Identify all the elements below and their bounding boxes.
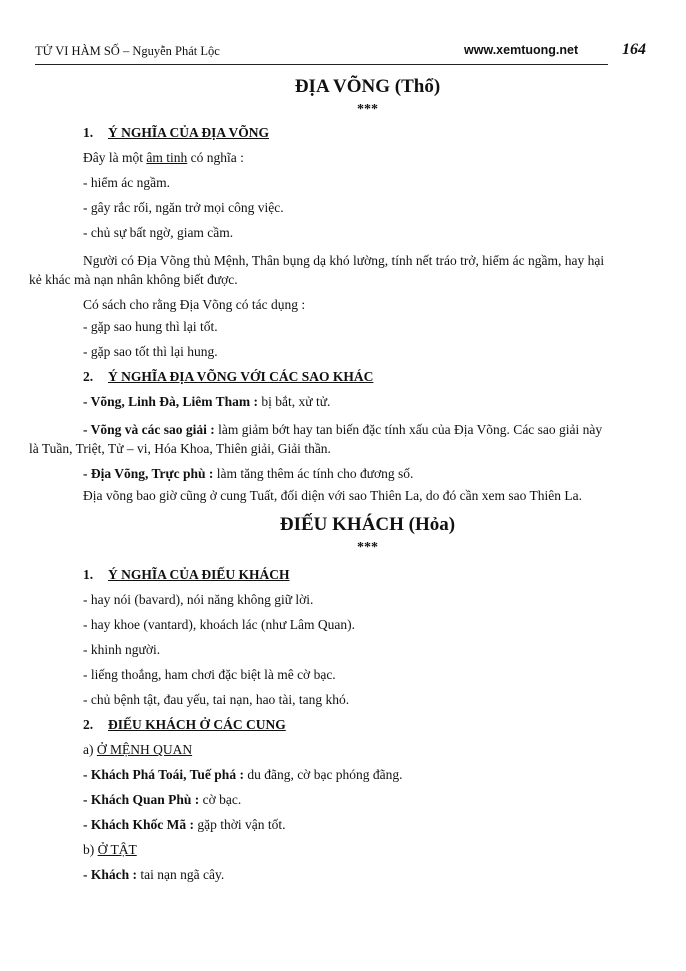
bold-term: - Khách Phá Toái, Tuế phá : (83, 767, 244, 782)
list-item: - hiểm ác ngầm. (83, 175, 170, 190)
subheading-tat (29, 837, 646, 862)
list-item: - gây rắc rối, ngăn trở mọi công việc. (83, 200, 284, 215)
website-url[interactable]: www.xemtuong.net (464, 43, 579, 57)
bold-term: - Khách Quan Phù : (83, 792, 200, 807)
bold-term: - Khách Khốc Mã : (83, 817, 194, 832)
rule-item-continuation: là Tuần, Triệt, Tử – vi, Hóa Khoa, Thiên giải, Giải thần. (29, 441, 331, 456)
header-rule (35, 64, 608, 65)
bold-term: - Địa Võng, Trực phù : (83, 466, 214, 481)
bold-term: - Võng, Linh Đà, Liêm Tham : (83, 394, 259, 409)
heading-text: Ý NGHĨA ĐỊA VÕNG VỚI CÁC SAO KHÁC (108, 369, 374, 384)
section-stars: *** (357, 102, 378, 117)
heading-y-nghia-dia-vong (29, 120, 646, 145)
text: làm tăng thêm ác tính cho đương số. (213, 466, 414, 481)
book-title: TỬ VI HÀM SỐ – Nguyễn Phát Lộc (35, 44, 220, 58)
heading-dia-vong-voi-sao-khac (29, 364, 646, 389)
heading-y-nghia-dieu-khach (29, 562, 646, 587)
text: cờ bạc. (199, 792, 242, 807)
rule-item (29, 762, 646, 787)
list-item: - gặp sao tốt thì lại hung. (83, 344, 218, 359)
underlined-text: âm tinh (146, 150, 188, 165)
section-title-dia-vong: ĐỊA VÕNG (Thổ) (294, 76, 441, 97)
heading-dieu-khach-cac-cung (29, 712, 646, 737)
paragraph (29, 145, 646, 170)
heading-text: Ý NGHĨA CỦA ĐIẾU KHÁCH (108, 567, 290, 582)
list-item: - chủ bệnh tật, đau yếu, tai nạn, hao tài, tang khó. (83, 692, 350, 707)
rule-item (29, 414, 646, 439)
list-item: - liếng thoắng, ham chơi đặc biệt là mê cờ bạc. (83, 667, 336, 682)
heading-number: 1. (83, 125, 94, 140)
text: có nghĩa : (187, 150, 244, 165)
page-number: 164 (622, 41, 646, 58)
paragraph: Có sách cho rằng Địa Võng có tác dụng : (83, 297, 306, 312)
section-stars: *** (357, 540, 378, 555)
text: du đãng, cờ bạc phóng đãng. (243, 767, 403, 782)
rule-item (29, 389, 646, 414)
underlined-text: Ở MỆNH QUAN (96, 742, 193, 757)
heading-text: Ý NGHĨA CỦA ĐỊA VÕNG (108, 125, 270, 140)
heading-number: 1. (83, 567, 94, 582)
text: a) (83, 742, 97, 757)
text: tai nạn ngã cây. (137, 867, 225, 882)
heading-text: ĐIẾU KHÁCH Ở CÁC CUNG (108, 717, 286, 732)
rule-item (29, 862, 646, 887)
bold-term: - Võng và các sao giải : (83, 422, 215, 437)
page-header (35, 42, 646, 66)
subheading-menh-quan (29, 737, 646, 762)
text: bị bắt, xử tử. (258, 394, 331, 409)
list-item: - chủ sự bất ngờ, giam cầm. (83, 225, 234, 240)
list-item: - gặp sao hung thì lại tốt. (83, 319, 218, 334)
bold-term: - Khách : (83, 867, 137, 882)
rule-item (29, 458, 646, 483)
text: b) (83, 842, 98, 857)
section-title-dieu-khach: ĐIẾU KHÁCH (Hỏa) (279, 514, 456, 535)
list-item: - hay khoe (vantard), khoách lác (như Lâm Quan). (83, 617, 355, 632)
heading-number: 2. (83, 369, 94, 384)
text: làm giảm bớt hay tan biến đặc tính xấu của Địa Võng. Các sao giải này (214, 422, 603, 437)
underlined-text: Ở TẬT (97, 842, 137, 857)
text: gặp thời vận tốt. (194, 817, 286, 832)
page-content (29, 74, 646, 887)
list-item: - khinh người. (83, 642, 161, 657)
rule-item (29, 812, 646, 837)
text: Đây là một (83, 150, 147, 165)
paragraph-continuation: kẻ khác mà nạn nhân không biết được. (29, 272, 238, 287)
paragraph-line: Người có Địa Võng thủ Mệnh, Thân bụng dạ khó lường, tính nết tráo trở, hiểm ác ngầm, hay hại (83, 253, 605, 268)
list-item: - hay nói (bavard), nói năng không giữ lời. (83, 592, 314, 607)
heading-number: 2. (83, 717, 94, 732)
rule-item (29, 787, 646, 812)
paragraph: Địa võng bao giờ cũng ở cung Tuất, đối diện với sao Thiên La, do đó cần xem sao Thiên La. (83, 488, 582, 503)
